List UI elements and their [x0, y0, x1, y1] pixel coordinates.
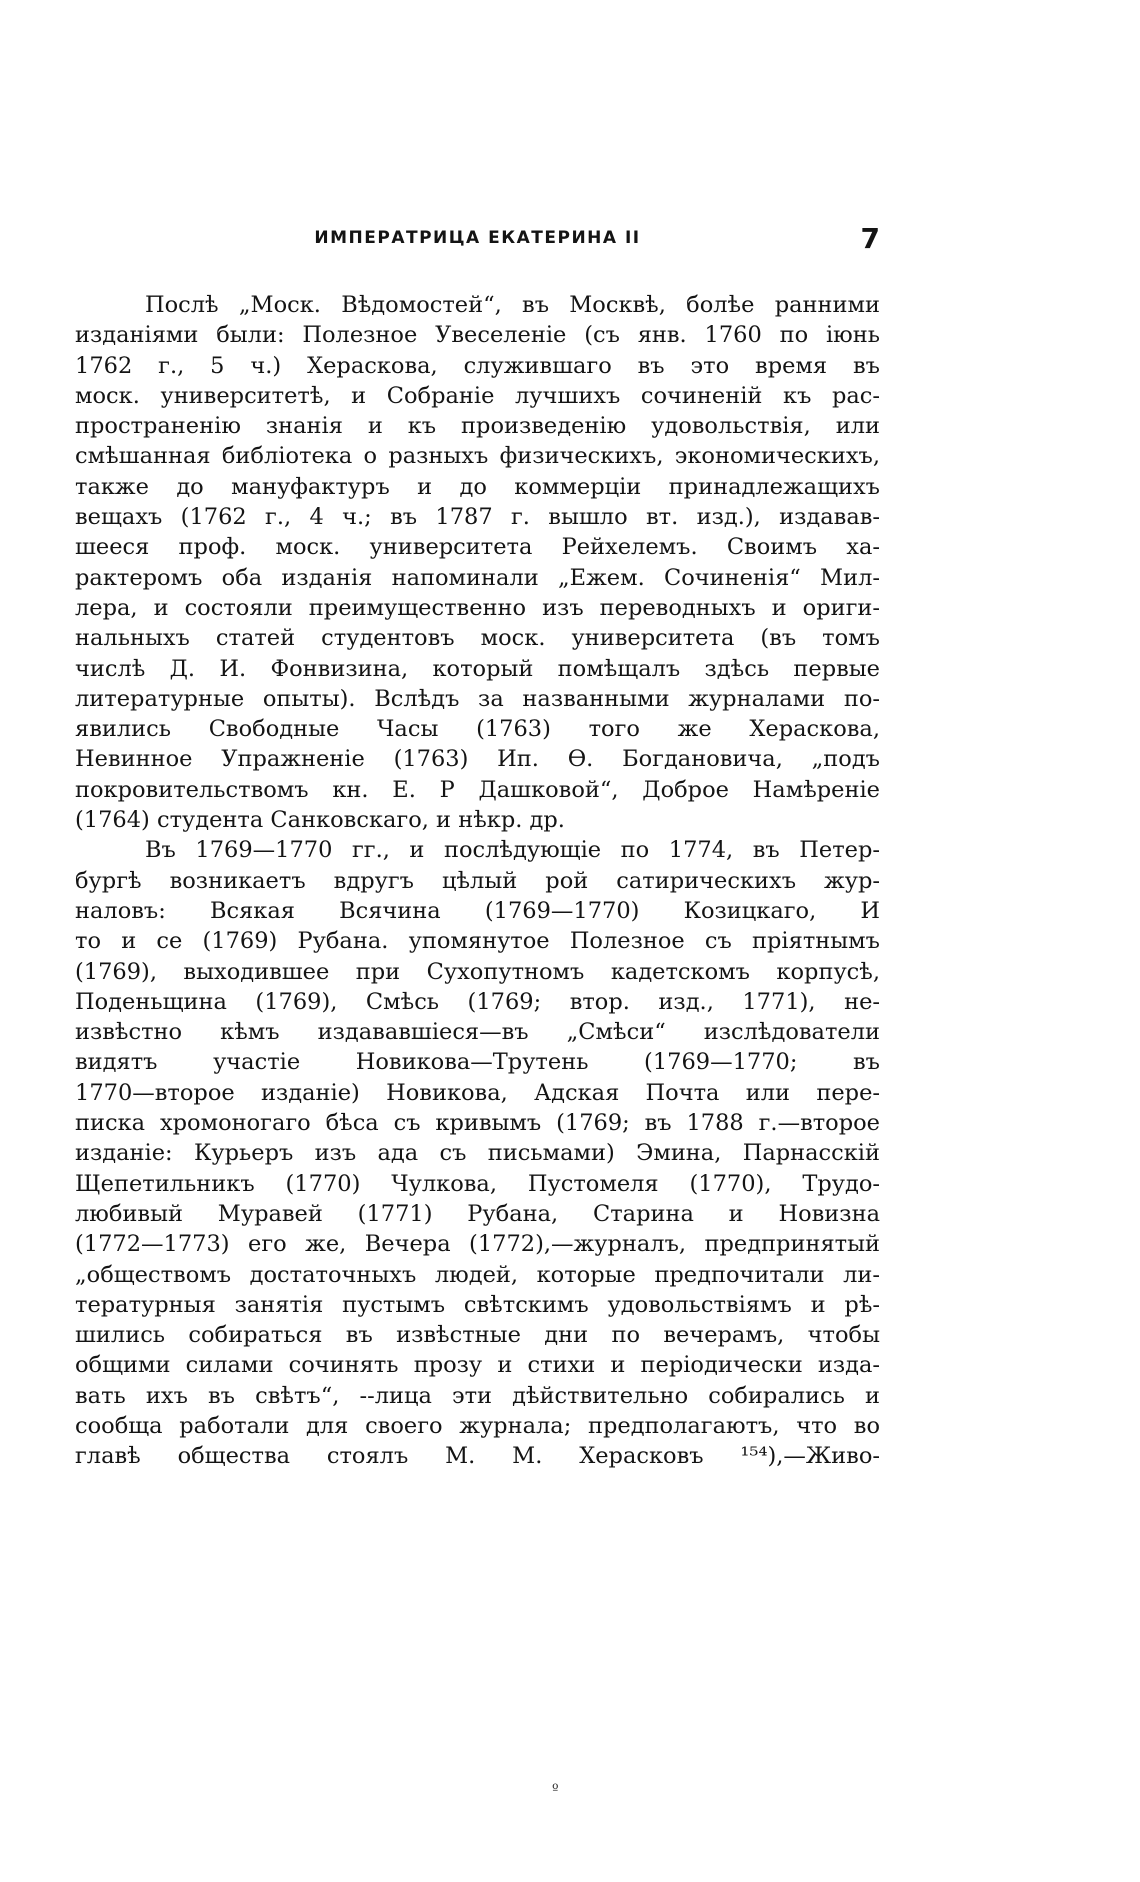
text-line: любивый Муравей (1771) Рубана, Старина и Новизна: [75, 1200, 880, 1227]
text-line: вещахъ (1762 г., 4 ч.; въ 1787 г. вышло вт. изд.), издавав-: [75, 504, 880, 531]
text-line: Невинное Упражненіе (1763) Ип. Ѳ. Богдановича, „подъ: [75, 746, 880, 773]
text-line: бургѣ возникаетъ вдругъ цѣлый рой сатирическихъ жур-: [75, 867, 880, 894]
text-line: 1770—второе изданіе) Новикова, Адская Почта или пере-: [75, 1079, 880, 1106]
text-line: смѣшанная библіотека о разныхъ физическихъ, экономическихъ,: [75, 443, 880, 470]
text-line: тературныя занятія пустымъ свѣтскимъ удовольствіямъ и рѣ-: [75, 1291, 880, 1318]
text-line: Послѣ „Моск. Вѣдомостей“, въ Москвѣ, болѣе ранними: [145, 292, 880, 318]
text-line: общими силами сочинять прозу и стихи и періодически изда-: [75, 1352, 880, 1379]
bottom-mark: º: [552, 1782, 559, 1798]
text-line: числѣ Д. И. Фонвизина, который помѣщалъ здѣсь первые: [75, 655, 880, 682]
text-line: Въ 1769—1770 гг., и послѣдующіе по 1774, въ Петер-: [145, 837, 880, 864]
body-text: [75, 290, 880, 1472]
text-line: сообща работали для своего журнала; предполагаютъ, что во: [75, 1412, 880, 1439]
text-line: Поденьщина (1769), Смѣсь (1769; втор. изд., 1771), не-: [75, 988, 880, 1015]
text-line: наловъ: Всякая Всячина (1769—1770) Козицкаго, И: [75, 897, 880, 924]
text-line: шились собираться въ извѣстные дни по вечерамъ, чтобы: [75, 1322, 880, 1349]
text-line: (1764) студента Санковскаго, и нѣкр. др.: [75, 807, 565, 834]
text-line: изданіе: Курьеръ изъ ада съ письмами) Эмина, Парнасскій: [75, 1140, 880, 1167]
text-line: рактеромъ оба изданія напоминали „Ежем. Сочиненія“ Мил-: [75, 564, 880, 591]
text-line: видятъ участіе Новикова—Трутень (1769—1770; въ: [75, 1049, 880, 1076]
text-line: также до мануфактуръ и до коммерціи принадлежащихъ: [75, 473, 880, 500]
text-line: главѣ общества стоялъ М. М. Херасковъ ¹⁵⁴),—Живо-: [75, 1443, 880, 1470]
text-line: (1772—1773) его же, Вечера (1772),—журналъ, предпринятый: [75, 1231, 880, 1258]
text-line: литературные опыты). Вслѣдъ за названными журналами по-: [75, 685, 880, 712]
text-line: то и се (1769) Рубана. упомянутое Полезное съ пріятнымъ: [75, 928, 880, 955]
running-title: ИМПЕРАТРИЦА ЕКАТЕРИНА II: [314, 228, 641, 248]
text-line: пространенію знанія и къ произведенію удовольствія, или: [75, 413, 880, 440]
text-line: покровительствомъ кн. Е. Р Дашковой“, Доброе Намѣреніе: [75, 776, 880, 803]
text-line: лера, и состояли преимущественно изъ переводныхъ и ориги-: [75, 594, 880, 621]
text-line: (1769), выходившее при Сухопутномъ кадетскомъ корпусѣ,: [75, 958, 880, 985]
text-line: вать ихъ въ свѣтъ“, --лица эти дѣйствительно собирались и: [75, 1382, 880, 1409]
text-line: извѣстно кѣмъ издававшіеся—въ „Смѣси“ изслѣдователи: [75, 1019, 880, 1046]
text-line: изданіями были: Полезное Увеселеніе (съ янв. 1760 по іюнь: [75, 322, 880, 349]
text-line: шееся проф. моск. университета Рейхелемъ. Своимъ ха-: [75, 534, 880, 561]
text-line: нальныхъ статей студентовъ моск. университета (въ томъ: [75, 625, 880, 652]
text-line: „обществомъ достаточныхъ людей, которые предпочитали ли-: [75, 1261, 880, 1288]
page-header: [75, 222, 880, 262]
text-line: писка хромоногаго бѣса съ кривымъ (1769; въ 1788 г.—второе: [75, 1110, 880, 1137]
text-line: Щепетильникъ (1770) Чулкова, Пустомеля (1770), Трудо-: [75, 1170, 880, 1197]
text-line: 1762 г., 5 ч.) Хераскова, служившаго въ это время въ: [75, 352, 880, 379]
text-line: моск. университетѣ, и Собраніе лучшихъ сочиненій къ рас-: [75, 382, 880, 409]
text-line: явились Свободные Часы (1763) того же Хераскова,: [75, 716, 880, 743]
page-number: 7: [860, 222, 880, 255]
